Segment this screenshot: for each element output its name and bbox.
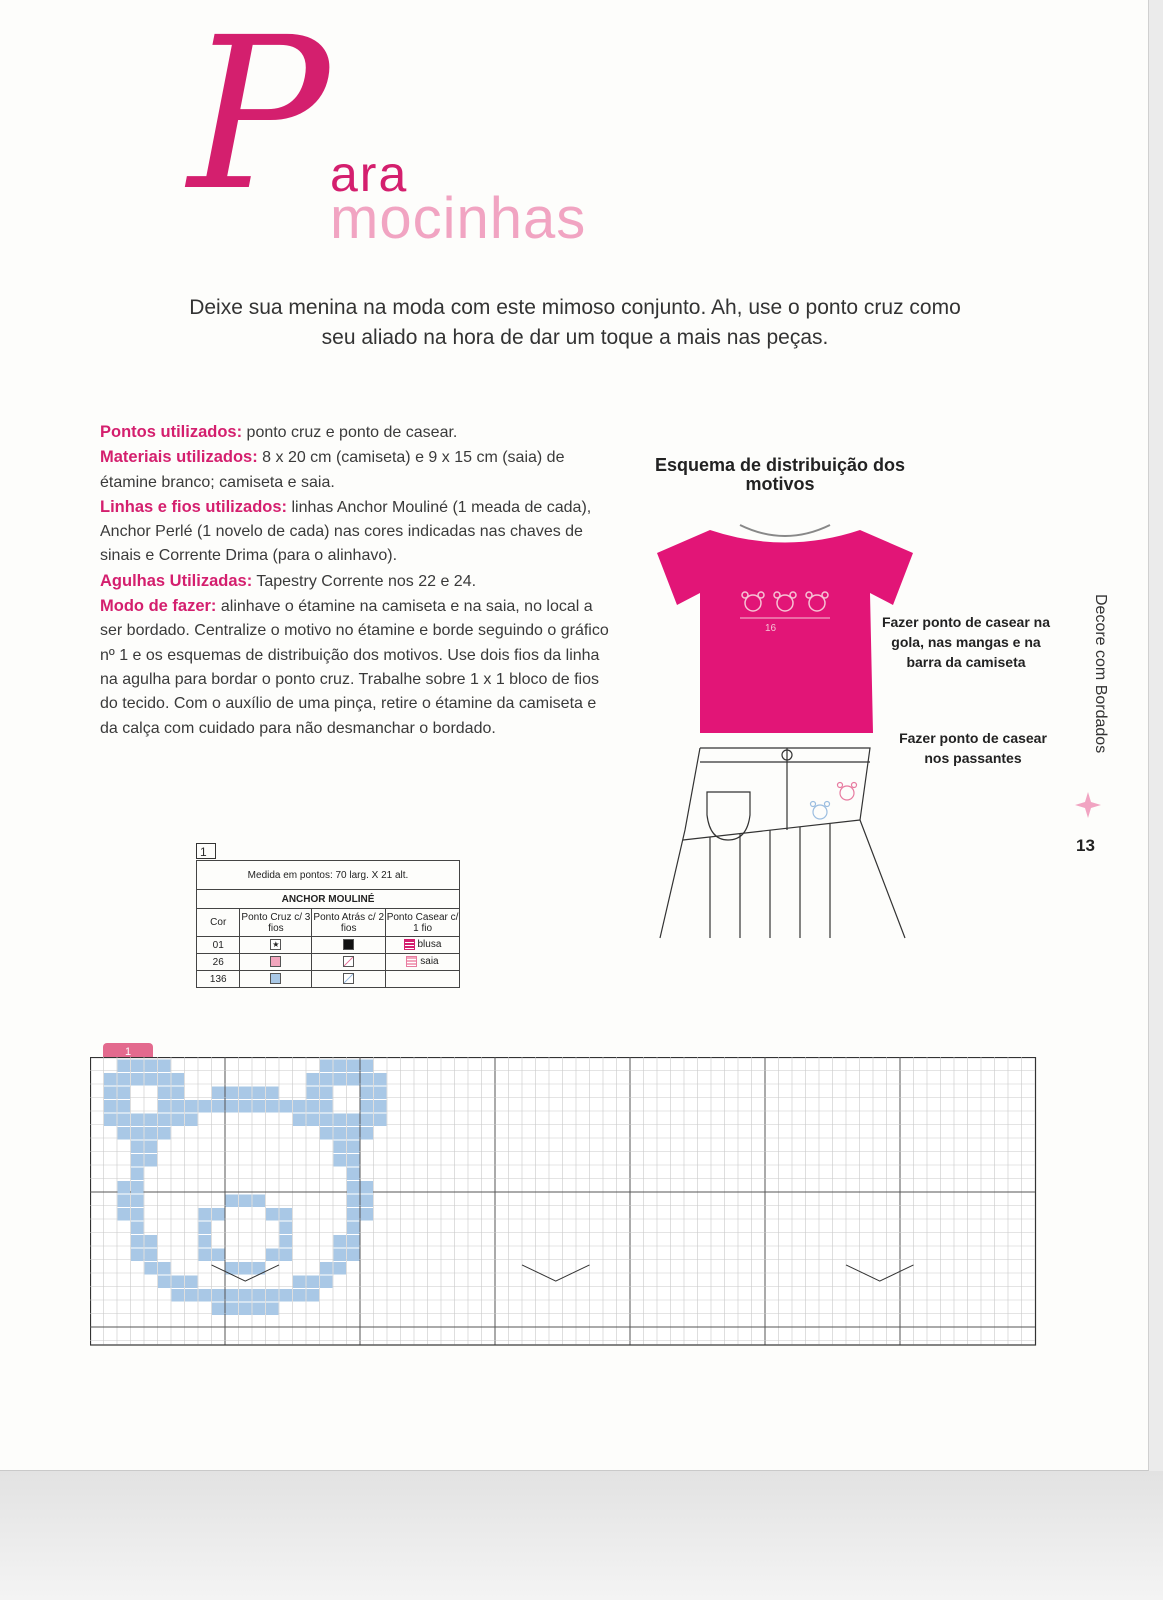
stitch-blue bbox=[239, 1195, 252, 1208]
stitch-blue bbox=[347, 1208, 360, 1221]
stitch-blue bbox=[226, 1087, 239, 1100]
stitch-blue bbox=[361, 1195, 374, 1208]
skirt-illustration bbox=[655, 740, 915, 940]
stitch-blue bbox=[334, 1127, 347, 1140]
stitch-blue bbox=[374, 1073, 387, 1086]
stitch-blue bbox=[266, 1087, 279, 1100]
stitch-blue bbox=[334, 1154, 347, 1167]
stitch-blue bbox=[131, 1060, 144, 1073]
stitch-blue bbox=[239, 1087, 252, 1100]
stitch-blue bbox=[158, 1073, 171, 1086]
stitch-blue bbox=[361, 1060, 374, 1073]
stitch-blue bbox=[131, 1073, 144, 1086]
stitch-blue bbox=[374, 1087, 387, 1100]
stitch-blue bbox=[266, 1303, 279, 1316]
cross-stitch-chart bbox=[90, 1057, 1037, 1352]
stitch-blue bbox=[253, 1195, 266, 1208]
stitch-blue bbox=[145, 1249, 158, 1262]
stitch-blue bbox=[226, 1289, 239, 1302]
stitch-blue bbox=[253, 1303, 266, 1316]
stitch-blue bbox=[280, 1249, 293, 1262]
swatch-blue-icon bbox=[270, 973, 281, 984]
stitch-blue bbox=[131, 1154, 144, 1167]
key-cor: 136 bbox=[197, 971, 240, 988]
chart-tab: 1 bbox=[103, 1043, 153, 1061]
label-linhas: Linhas e fios utilizados: bbox=[100, 497, 288, 516]
stitch-blue bbox=[118, 1100, 131, 1113]
stitch-blue bbox=[199, 1100, 212, 1113]
stitch-blue bbox=[199, 1249, 212, 1262]
stitch-blue bbox=[280, 1100, 293, 1113]
stitch-blue bbox=[158, 1087, 171, 1100]
stitch-blue bbox=[361, 1114, 374, 1127]
stitch-blue bbox=[239, 1303, 252, 1316]
swatch-star-icon: ★ bbox=[272, 940, 280, 950]
stitch-blue bbox=[280, 1235, 293, 1248]
stitch-blue bbox=[212, 1087, 225, 1100]
stitch-blue bbox=[293, 1100, 306, 1113]
stitch-blue bbox=[131, 1222, 144, 1235]
stitch-blue bbox=[334, 1060, 347, 1073]
stitch-blue bbox=[334, 1262, 347, 1275]
stitch-blue bbox=[307, 1114, 320, 1127]
key-header-casear: Ponto Casear c/ 1 fio bbox=[386, 909, 460, 937]
stitch-blue bbox=[334, 1249, 347, 1262]
stitch-blue bbox=[131, 1181, 144, 1194]
text-agulhas: Tapestry Corrente nos 22 e 24. bbox=[252, 572, 477, 590]
stitch-blue bbox=[145, 1073, 158, 1086]
title-initial: P bbox=[188, 0, 330, 237]
stitch-blue bbox=[185, 1276, 198, 1289]
swatch-blusa-icon bbox=[404, 939, 415, 950]
title-rest: ara bbox=[330, 146, 409, 202]
stitch-blue bbox=[347, 1127, 360, 1140]
stitch-blue bbox=[253, 1289, 266, 1302]
stitch-blue bbox=[361, 1073, 374, 1086]
stitch-blue bbox=[131, 1249, 144, 1262]
stitch-blue bbox=[307, 1087, 320, 1100]
stitch-blue bbox=[266, 1100, 279, 1113]
label-modo: Modo de fazer: bbox=[100, 597, 217, 616]
stitch-blue bbox=[307, 1289, 320, 1302]
stitch-blue bbox=[145, 1235, 158, 1248]
stitch-blue bbox=[104, 1073, 117, 1086]
stitch-blue bbox=[307, 1073, 320, 1086]
chart-grid bbox=[90, 1057, 1037, 1347]
key-header-atras: Ponto Atrás c/ 2 fios bbox=[312, 909, 386, 937]
stitch-blue bbox=[185, 1114, 198, 1127]
diamond-star-icon bbox=[1075, 792, 1101, 818]
note-tshirt: Fazer ponto de casear na gola, nas mangas e na barra da camiseta bbox=[881, 614, 1051, 670]
stitch-blue bbox=[185, 1289, 198, 1302]
stitch-blue bbox=[226, 1303, 239, 1316]
swatch-pink-icon bbox=[270, 956, 281, 967]
stitch-blue bbox=[118, 1127, 131, 1140]
swatch-saia-icon bbox=[406, 956, 417, 967]
stitch-blue bbox=[118, 1087, 131, 1100]
stitch-blue bbox=[145, 1154, 158, 1167]
key-cor: 01 bbox=[197, 937, 240, 954]
key-casear: saia bbox=[420, 956, 439, 968]
stitch-blue bbox=[131, 1114, 144, 1127]
stitch-blue bbox=[131, 1235, 144, 1248]
stitch-blue bbox=[158, 1262, 171, 1275]
stitch-blue bbox=[131, 1127, 144, 1140]
stitch-blue bbox=[347, 1114, 360, 1127]
stitch-blue bbox=[347, 1060, 360, 1073]
key-brand: ANCHOR MOULINÉ bbox=[197, 890, 460, 909]
stitch-blue bbox=[320, 1100, 333, 1113]
stitch-blue bbox=[293, 1289, 306, 1302]
stitch-blue bbox=[118, 1208, 131, 1221]
stitch-blue bbox=[158, 1127, 171, 1140]
stitch-blue bbox=[145, 1060, 158, 1073]
stitch-blue bbox=[347, 1195, 360, 1208]
stitch-blue bbox=[361, 1100, 374, 1113]
stitch-blue bbox=[374, 1114, 387, 1127]
stitch-blue bbox=[347, 1141, 360, 1154]
stitch-blue bbox=[199, 1289, 212, 1302]
stitch-blue bbox=[118, 1073, 131, 1086]
stitch-blue bbox=[320, 1127, 333, 1140]
swatch-blue-line-icon bbox=[343, 973, 354, 984]
key-row bbox=[197, 937, 460, 954]
key-row bbox=[197, 954, 460, 971]
stitch-blue bbox=[320, 1276, 333, 1289]
scheme-title: Esquema de distribuição dos motivos bbox=[654, 455, 906, 494]
title-line2: mocinhas bbox=[330, 186, 587, 251]
stitch-blue bbox=[293, 1276, 306, 1289]
tshirt-shape bbox=[657, 530, 913, 733]
stitch-blue bbox=[172, 1289, 185, 1302]
key-number: 1 bbox=[196, 843, 216, 859]
tshirt-collar bbox=[740, 525, 830, 536]
skirt-outline bbox=[660, 748, 905, 938]
stitch-blue bbox=[212, 1303, 225, 1316]
stitch-blue bbox=[253, 1100, 266, 1113]
stitch-blue bbox=[293, 1114, 306, 1127]
stitch-blue bbox=[172, 1276, 185, 1289]
stitch-blue bbox=[347, 1154, 360, 1167]
stitch-blue bbox=[145, 1141, 158, 1154]
instructions bbox=[100, 420, 610, 741]
scan-background bbox=[0, 1471, 1163, 1600]
tshirt-measure: 16 bbox=[765, 623, 777, 634]
text-materiais: 8 x 20 cm (camiseta) e 9 x 15 cm (saia) de étamine branco; camiseta e saia. bbox=[100, 449, 565, 491]
stitch-blue bbox=[307, 1100, 320, 1113]
stitch-blue bbox=[212, 1100, 225, 1113]
text-modo: alinhave o étamine na camiseta e na saia, no local a ser bordado. Centralize o motivo no étamine e borde seguindo o gráfico nº 1 e os esquemas de distribuição dos motivos. Use dois fios da linha na agulha para bordar o ponto cruz. Trabalhe sobre 1 x 1 bloco de fios do tecido. Com o auxílio de uma pinça, retire o étamine da camiseta e da calça com cuidado para não desmanchar o bordado. bbox=[100, 598, 609, 737]
stitch-blue bbox=[145, 1262, 158, 1275]
key-table bbox=[196, 860, 460, 988]
stitch-blue bbox=[172, 1073, 185, 1086]
stitch-blue bbox=[320, 1060, 333, 1073]
stitch-blue bbox=[226, 1100, 239, 1113]
stitch-blue bbox=[334, 1114, 347, 1127]
stitch-blue bbox=[158, 1114, 171, 1127]
stitch-blue bbox=[266, 1249, 279, 1262]
stitch-blue bbox=[145, 1127, 158, 1140]
stitch-blue bbox=[172, 1087, 185, 1100]
key-header-cruz: Ponto Cruz c/ 3 fios bbox=[240, 909, 312, 937]
stitch-blue bbox=[131, 1208, 144, 1221]
stitch-blue bbox=[320, 1114, 333, 1127]
note-skirt: Fazer ponto de casear nos passantes bbox=[899, 730, 1047, 766]
stitch-blue bbox=[145, 1114, 158, 1127]
stitch-blue bbox=[334, 1073, 347, 1086]
stitch-blue bbox=[158, 1060, 171, 1073]
stitch-blue bbox=[320, 1262, 333, 1275]
label-agulhas: Agulhas Utilizadas: bbox=[100, 571, 253, 590]
stitch-blue bbox=[347, 1249, 360, 1262]
stitch-blue bbox=[104, 1087, 117, 1100]
section-label: Decore com Bordados bbox=[1092, 594, 1109, 754]
stitch-blue bbox=[307, 1276, 320, 1289]
stitch-blue bbox=[280, 1289, 293, 1302]
stitch-blue bbox=[131, 1168, 144, 1181]
stitch-blue bbox=[347, 1073, 360, 1086]
stitch-blue bbox=[172, 1100, 185, 1113]
stitch-blue bbox=[104, 1114, 117, 1127]
stitch-blue bbox=[131, 1141, 144, 1154]
stitch-blue bbox=[266, 1289, 279, 1302]
stitch-blue bbox=[374, 1100, 387, 1113]
stitch-blue bbox=[361, 1127, 374, 1140]
key-cor: 26 bbox=[197, 954, 240, 971]
stitch-blue bbox=[118, 1195, 131, 1208]
stitch-blue bbox=[347, 1181, 360, 1194]
stitch-blue bbox=[131, 1195, 144, 1208]
key-header-cor: Cor bbox=[197, 909, 240, 937]
stitch-blue bbox=[347, 1168, 360, 1181]
stitch-blue bbox=[361, 1208, 374, 1221]
stitch-blue bbox=[118, 1181, 131, 1194]
stitch-blue bbox=[361, 1087, 374, 1100]
stitch-blue bbox=[158, 1276, 171, 1289]
stitch-blue bbox=[212, 1289, 225, 1302]
stitch-blue bbox=[199, 1222, 212, 1235]
stitch-blue bbox=[212, 1208, 225, 1221]
stitch-blue bbox=[158, 1100, 171, 1113]
stitch-blue bbox=[104, 1100, 117, 1113]
stitch-blue bbox=[172, 1114, 185, 1127]
stitch-blue bbox=[361, 1181, 374, 1194]
key-measure: Medida em pontos: 70 larg. X 21 alt. bbox=[197, 861, 460, 890]
stitch-blue bbox=[118, 1060, 131, 1073]
stitch-blue bbox=[185, 1100, 198, 1113]
stitch-blue bbox=[226, 1195, 239, 1208]
text-pontos: ponto cruz e ponto de casear. bbox=[242, 424, 458, 441]
intro-text: Deixe sua menina na moda com este mimoso conjunto. Ah, use o ponto cruz como seu aliado na hora de dar um toque a mais nas peças. bbox=[189, 296, 961, 349]
stitch-blue bbox=[199, 1208, 212, 1221]
stitch-blue bbox=[280, 1208, 293, 1221]
stitch-blue bbox=[253, 1087, 266, 1100]
swatch-black-icon bbox=[343, 939, 354, 950]
stitch-blue bbox=[266, 1208, 279, 1221]
stitch-blue bbox=[199, 1235, 212, 1248]
stitch-blue bbox=[239, 1289, 252, 1302]
page-number: 13 bbox=[1076, 836, 1095, 855]
stitch-blue bbox=[280, 1222, 293, 1235]
stitch-blue bbox=[347, 1235, 360, 1248]
stitch-blue bbox=[239, 1100, 252, 1113]
label-pontos: Pontos utilizados: bbox=[100, 423, 243, 441]
swatch-pink-line-icon bbox=[343, 956, 354, 967]
stitch-blue bbox=[334, 1141, 347, 1154]
stitch-blue bbox=[320, 1073, 333, 1086]
label-materiais: Materiais utilizados: bbox=[100, 448, 258, 467]
skirt-bear-motifs bbox=[811, 783, 857, 820]
stitch-blue bbox=[212, 1249, 225, 1262]
key-row bbox=[197, 971, 460, 988]
stitch-blue bbox=[118, 1114, 131, 1127]
stitch-blue bbox=[347, 1222, 360, 1235]
stitch-blue bbox=[334, 1235, 347, 1248]
text-linhas: linhas Anchor Mouliné (1 meada de cada), Anchor Perlé (1 novelo de cada) nas cores indicadas nas chaves de sinais e Corrente Drima (para o alinhavo). bbox=[100, 498, 592, 565]
stitch-blue bbox=[320, 1087, 333, 1100]
key-casear: blusa bbox=[417, 939, 442, 951]
stitch-blue bbox=[239, 1262, 252, 1275]
